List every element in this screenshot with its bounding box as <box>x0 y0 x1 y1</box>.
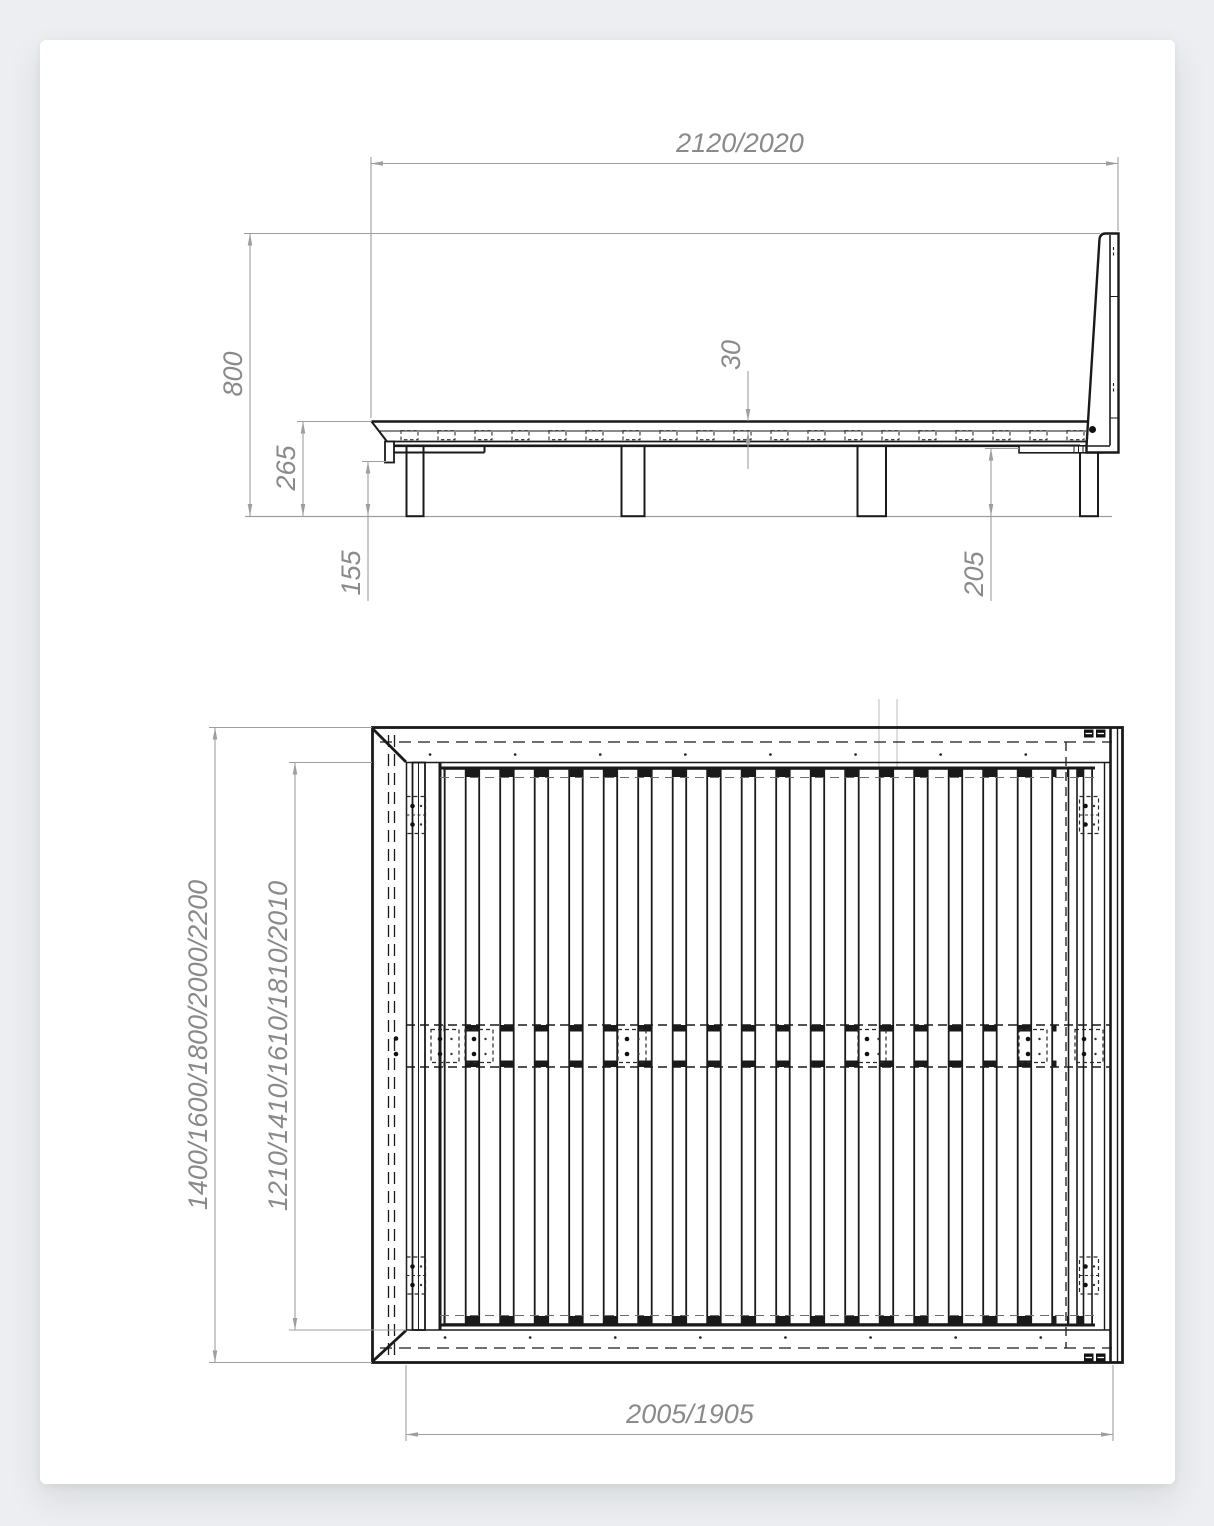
side-elevation-view <box>218 128 1119 601</box>
dim-inner-length-label: 2005/1905 <box>626 1399 754 1429</box>
slat-clip-row <box>398 430 1088 442</box>
dim-inner-widths-label: 1210/1410/1610/1810/2010 <box>263 880 293 1212</box>
bed-leg <box>407 446 424 516</box>
dim-frame-height-label: 265 <box>271 445 301 491</box>
dim-total-height-label: 800 <box>218 351 248 397</box>
dim-total-height <box>218 234 1100 517</box>
edge-slat <box>1084 768 1093 1325</box>
dim-slat-thickness-label: 30 <box>716 339 746 371</box>
dim-total-length <box>371 128 1118 418</box>
bed-leg <box>622 446 645 516</box>
bolt-dot <box>1089 426 1096 433</box>
edge-slat <box>1069 768 1078 1325</box>
dim-overall-widths-label: 1400/1600/1800/2000/2200 <box>183 879 213 1211</box>
corner-hardware <box>1084 1354 1106 1362</box>
rail-end-block <box>385 442 394 463</box>
plan-view <box>183 699 1123 1441</box>
dim-under-frame-height <box>959 449 1019 602</box>
rail-bolt <box>394 1052 399 1057</box>
dim-inner-widths <box>263 763 406 1331</box>
corner-chamfer <box>373 729 406 1361</box>
dim-inner-length <box>406 1365 1113 1441</box>
bed-leg <box>1080 453 1098 517</box>
corner-hardware <box>1084 730 1106 738</box>
dim-frame-height <box>271 422 371 517</box>
dim-floor-clearance <box>336 462 386 602</box>
rail-bolt <box>394 1036 399 1041</box>
headboard-panel <box>1087 234 1119 453</box>
dim-total-length-label: 2120/2020 <box>676 128 804 158</box>
dim-slat-thickness <box>716 340 748 469</box>
slat-field <box>444 768 1057 1325</box>
bed-leg <box>858 446 887 516</box>
dim-floor-clearance-label: 155 <box>336 550 366 596</box>
dim-under-frame-height-label: 205 <box>959 551 989 597</box>
